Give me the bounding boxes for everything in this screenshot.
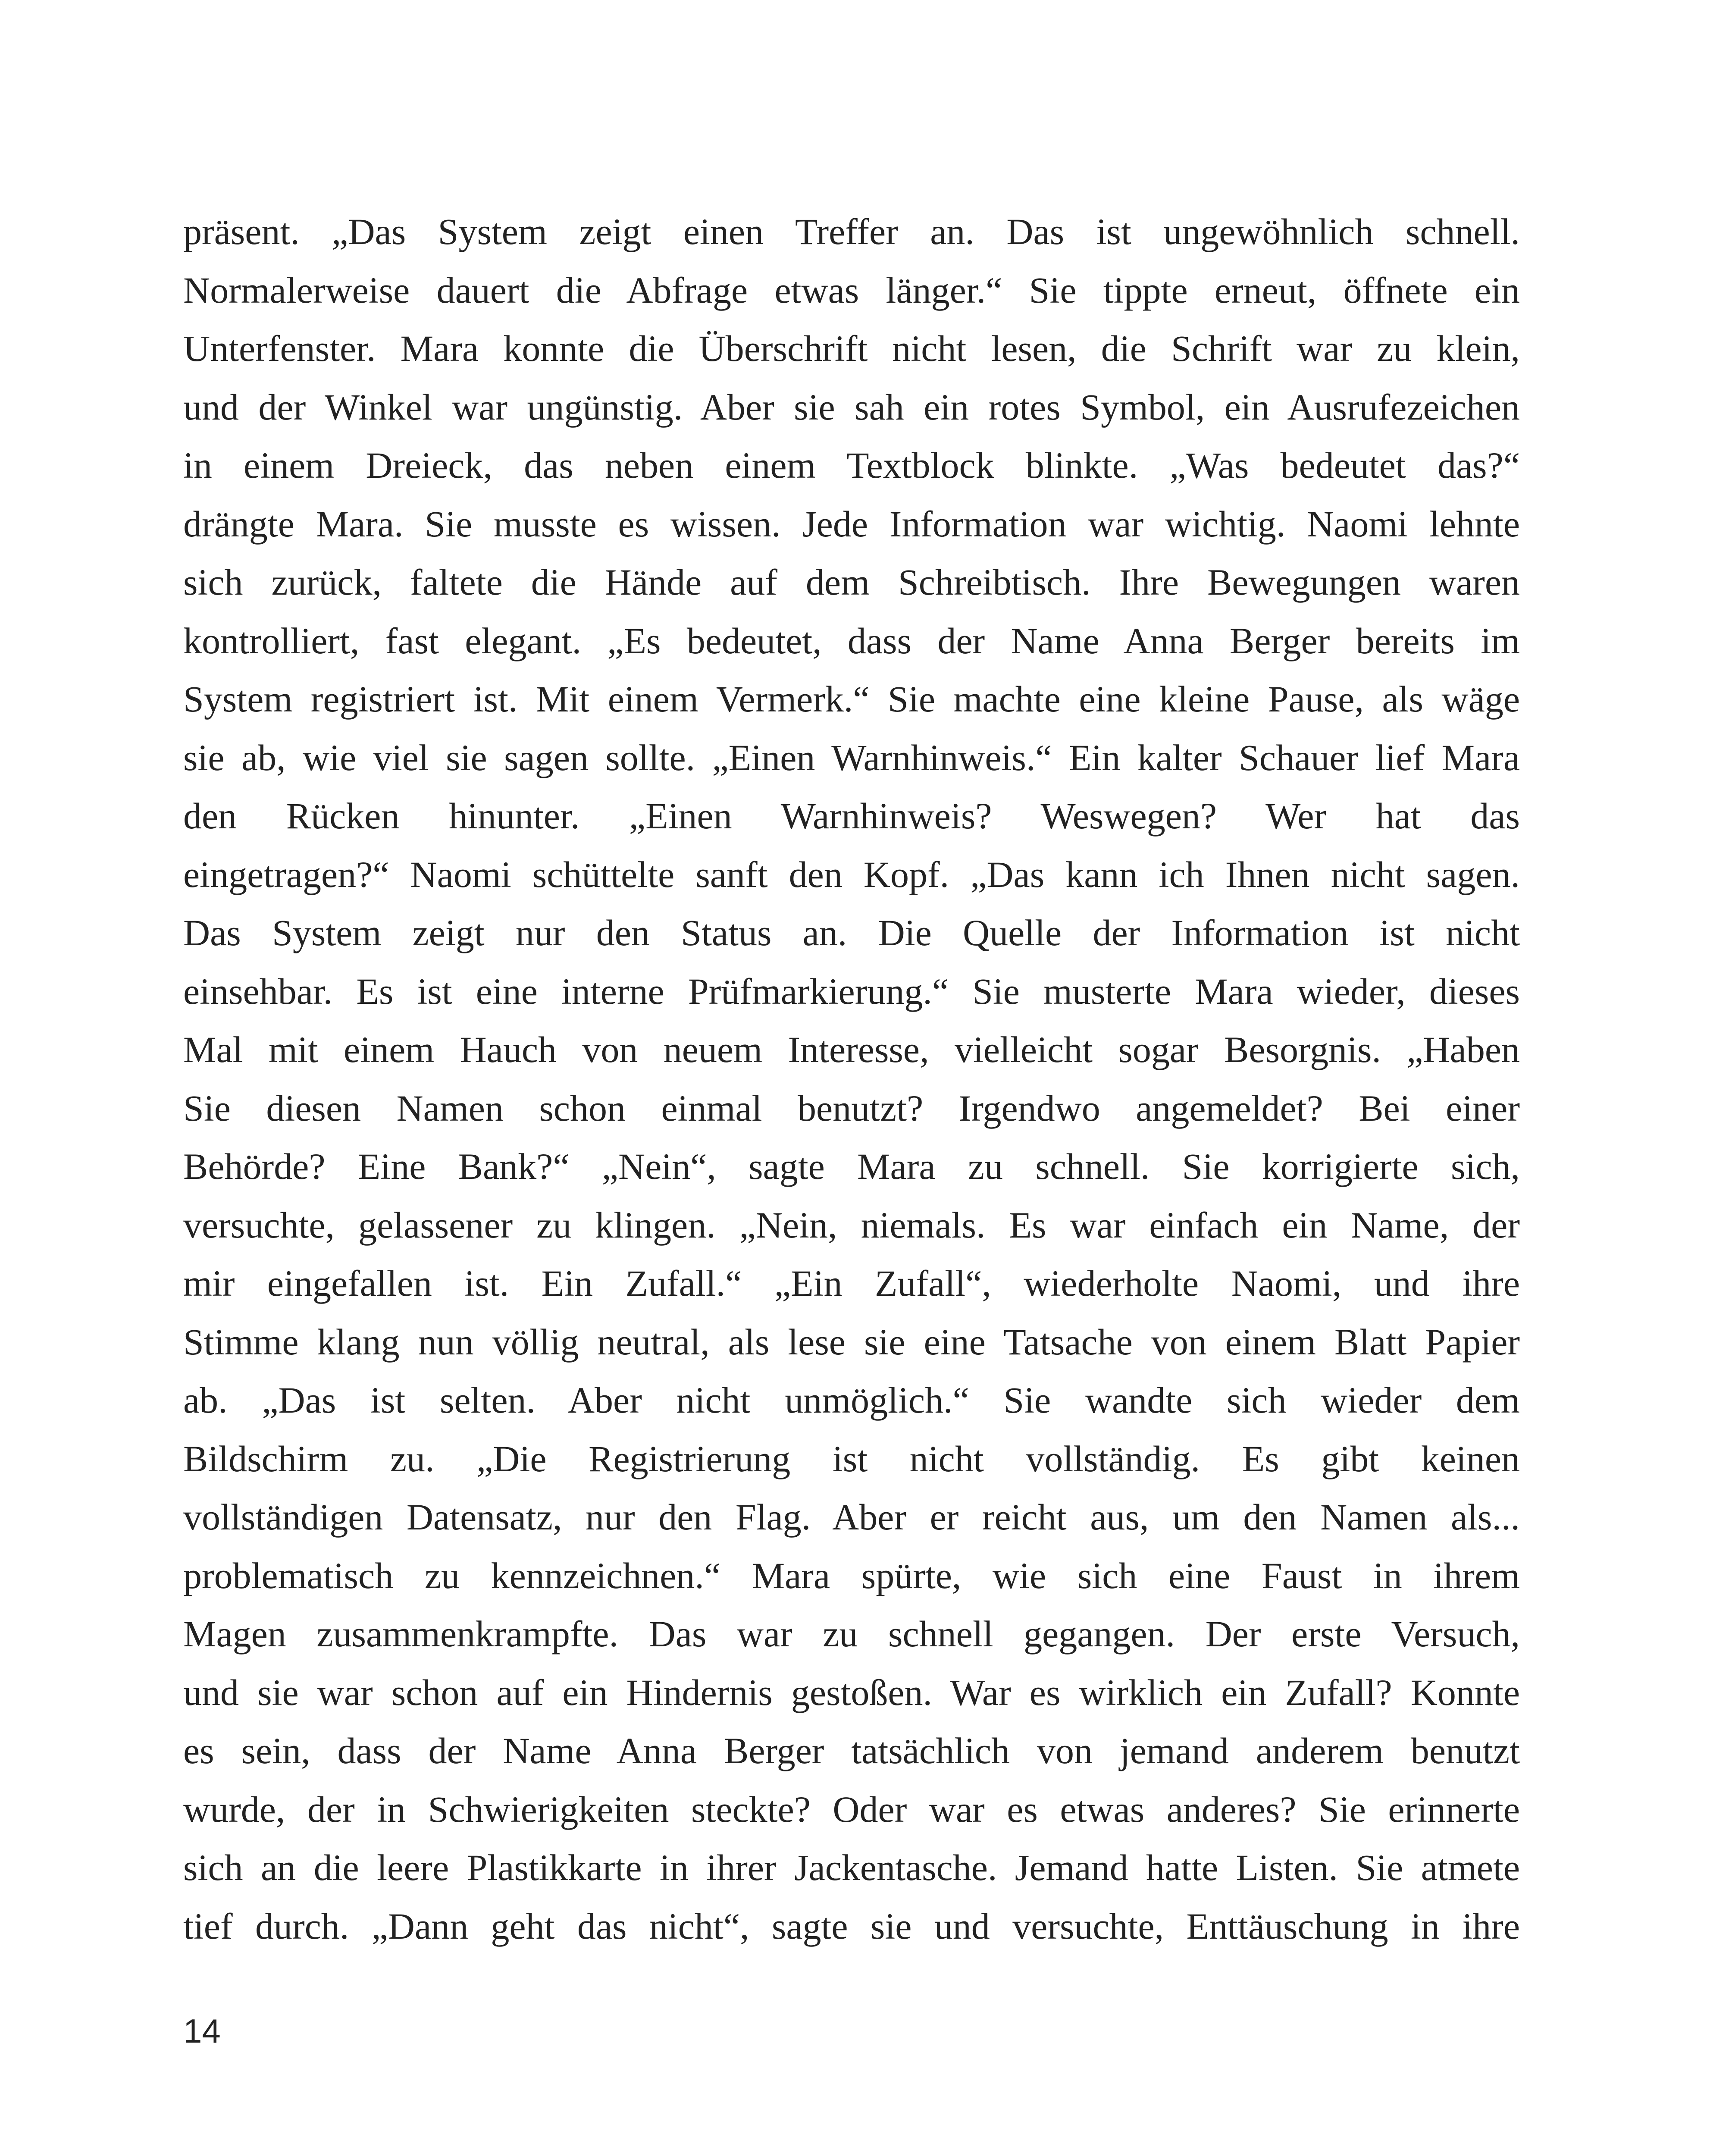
text-line: Das System zeigt nur den Status an. Die Quelle der Information ist nicht: [183, 912, 1520, 953]
text-line: Bildschirm zu. „Die Registrierung ist nicht vollständig. Es gibt keinen: [183, 1438, 1520, 1479]
page-number: 14: [183, 2012, 221, 2050]
text-line: Magen zusammenkrampfte. Das war zu schnell gegangen. Der erste Versuch,: [183, 1613, 1520, 1655]
text-line: System registriert ist. Mit einem Vermerk.“ Sie machte eine kleine Pause, als wäge: [183, 678, 1520, 720]
text-line: Unterfenster. Mara konnte die Überschrift nicht lesen, die Schrift war zu klein,: [183, 328, 1520, 369]
text-line: ab. „Das ist selten. Aber nicht unmöglich.“ Sie wandte sich wieder dem: [183, 1379, 1520, 1421]
text-line: mir eingefallen ist. Ein Zufall.“ „Ein Zufall“, wiederholte Naomi, und ihre: [183, 1263, 1520, 1304]
text-line: und der Winkel war ungünstig. Aber sie sah ein rotes Symbol, ein Ausrufezeichen: [183, 386, 1520, 428]
text-line: und sie war schon auf ein Hindernis gestoßen. War es wirklich ein Zufall? Konnte: [183, 1671, 1520, 1713]
text-line: sich an die leere Plastikkarte in ihrer Jackentasche. Jemand hatte Listen. Sie atmete: [183, 1847, 1520, 1888]
text-line: eingetragen?“ Naomi schüttelte sanft den Kopf. „Das kann ich Ihnen nicht sagen.: [183, 853, 1520, 895]
text-line: präsent. „Das System zeigt einen Treffer an. Das ist ungewöhnlich schnell.: [183, 211, 1520, 252]
text-line: problematisch zu kennzeichnen.“ Mara spürte, wie sich eine Faust in ihrem: [183, 1554, 1520, 1596]
text-line: tief durch. „Dann geht das nicht“, sagte sie und versuchte, Enttäuschung in ihre: [183, 1905, 1520, 1947]
text-line: einsehbar. Es ist eine interne Prüfmarkierung.“ Sie musterte Mara wieder, dieses: [183, 970, 1520, 1012]
text-line: drängte Mara. Sie musste es wissen. Jede Information war wichtig. Naomi lehnte: [183, 503, 1520, 545]
text-line: wurde, der in Schwierigkeiten steckte? Oder war es etwas anderes? Sie erinnerte: [183, 1788, 1520, 1830]
text-line: in einem Dreieck, das neben einem Textblock blinkte. „Was bedeutet das?“: [183, 445, 1520, 486]
text-line: sie ab, wie viel sie sagen sollte. „Einen Warnhinweis.“ Ein kalter Schauer lief Mara: [183, 736, 1520, 778]
text-line: Stimme klang nun völlig neutral, als lese sie eine Tatsache von einem Blatt Papier: [183, 1321, 1520, 1363]
text-line: versuchte, gelassener zu klingen. „Nein, niemals. Es war einfach ein Name, der: [183, 1204, 1520, 1246]
body-text: [183, 203, 1520, 1955]
text-line: den Rücken hinunter. „Einen Warnhinweis? Weswegen? Wer hat das: [183, 795, 1520, 837]
text-line: vollständigen Datensatz, nur den Flag. Aber er reicht aus, um den Namen als...: [183, 1496, 1520, 1538]
text-line: Mal mit einem Hauch von neuem Interesse, vielleicht sogar Besorgnis. „Haben: [183, 1029, 1520, 1070]
text-line: sich zurück, faltete die Hände auf dem Schreibtisch. Ihre Bewegungen waren: [183, 561, 1520, 603]
text-line: Behörde? Eine Bank?“ „Nein“, sagte Mara zu schnell. Sie korrigierte sich,: [183, 1146, 1520, 1187]
text-line: kontrolliert, fast elegant. „Es bedeutet, dass der Name Anna Berger bereits im: [183, 620, 1520, 661]
text-line: Sie diesen Namen schon einmal benutzt? Irgendwo angemeldet? Bei einer: [183, 1087, 1520, 1129]
text-line: es sein, dass der Name Anna Berger tatsächlich von jemand anderem benutzt: [183, 1730, 1520, 1771]
text-line: Normalerweise dauert die Abfrage etwas länger.“ Sie tippte erneut, öffnete ein: [183, 269, 1520, 311]
